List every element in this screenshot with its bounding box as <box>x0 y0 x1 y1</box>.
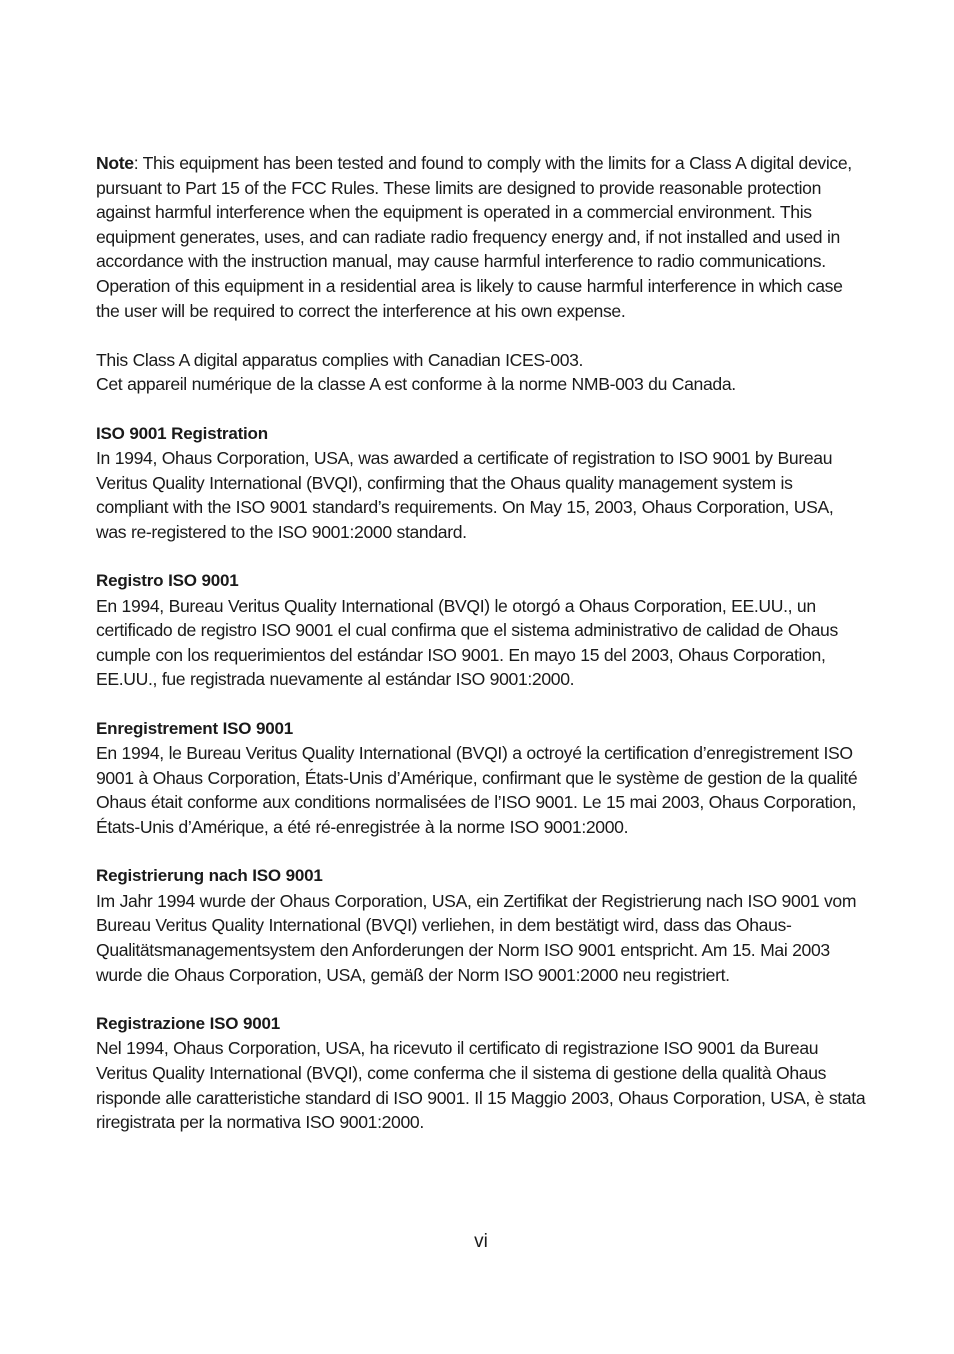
section-body: Nel 1994, Ohaus Corporation, USA, ha ricevuto il certificato di registrazione ISO 9001 da Bureau Veritus Quality International (BVQI), come conferma che il sistema di gestione della qualità Ohaus risponde alle caratteristiche standard di ISO 9001. Il 15 Maggio 2003, Ohaus Corporation, USA, è stata riregistrata per la normativa ISO 9001:2000. <box>96 1038 866 1133</box>
fcc-note-paragraph <box>96 151 866 323</box>
section-iso-en <box>96 422 866 545</box>
section-body: In 1994, Ohaus Corporation, USA, was awarded a certificate of registration to ISO 9001 by Bureau Veritus Quality International (BVQI), confirming that the Ohaus quality management system is compliant with the ISO 9001 standard’s requirements. On May 15, 2003, Ohaus Corporation, USA, was re-registered to the ISO 9001:2000 standard. <box>96 448 834 542</box>
section-iso-it <box>96 1012 866 1135</box>
section-iso-fr <box>96 717 866 840</box>
section-heading: Registrazione ISO 9001 <box>96 1013 281 1033</box>
note-label: Note <box>96 153 134 173</box>
section-heading: Enregistrement ISO 9001 <box>96 718 294 738</box>
section-body: En 1994, le Bureau Veritus Quality International (BVQI) a octroyé la certification d’enregistrement ISO 9001 à Ohaus Corporation, États-Unis d’Amérique, confirmant que le système de gestion de la qualité Ohaus était conforme aux conditions normalisées de l’ISO 9001. Le 15 mai 2003, Ohaus Corporation, États-Unis d’Amérique, a été ré-enregistrée à la norme ISO 9001:2000. <box>96 743 858 838</box>
document-page <box>96 151 866 1135</box>
section-body: Im Jahr 1994 wurde der Ohaus Corporation, USA, ein Zertifikat der Registrierung nach ISO 9001 vom Bureau Veritus Quality International (BVQI) verliehen, in dem bestätigt wird, dass das Ohaus-Qualitätsmanagementsystem den Anforderungen der Norm ISO 9001 entspricht. Am 15. Mai 2003 wurde die Ohaus Corporation, USA, gemäß der Norm ISO 9001:2000 neu registriert. <box>96 890 857 985</box>
canada-line-en: This Class A digital apparatus complies with Canadian ICES-003. <box>96 349 584 370</box>
section-heading: Registro ISO 9001 <box>96 571 239 591</box>
section-iso-de <box>96 864 866 987</box>
canada-compliance <box>96 348 866 397</box>
section-body: En 1994, Bureau Veritus Quality International (BVQI) le otorgó a Ohaus Corporation, EE.UU., un certificado de registro ISO 9001 el cual confirma que el sistema administrativo de calidad de Ohaus cumple con los requerimientos del estándar ISO 9001. En mayo 15 del 2003, Ohaus Corporation, EE.UU., fue registrada nuevamente al estándar ISO 9001:2000. <box>96 595 838 690</box>
section-iso-es <box>96 569 866 692</box>
page-number: vi <box>474 1231 488 1252</box>
canada-line-fr: Cet appareil numérique de la classe A est conforme à la norme NMB-003 du Canada. <box>96 374 736 395</box>
section-heading: ISO 9001 Registration <box>96 423 268 443</box>
note-text: : This equipment has been tested and found to comply with the limits for a Class A digital device, pursuant to Part 15 of the FCC Rules. These limits are designed to provide reasonable protection against harmful interference when the equipment is operated in a commercial environment. This equipment generates, uses, and can radiate radio frequency energy and, if not installed and used in accordance with the instruction manual, may cause harmful interference to radio communications. Operation of this equipment in a residential area is likely to cause harmful interference in which case the user will be required to correct the interference at his own expense. <box>96 153 852 321</box>
section-heading: Registrierung nach ISO 9001 <box>96 866 323 886</box>
